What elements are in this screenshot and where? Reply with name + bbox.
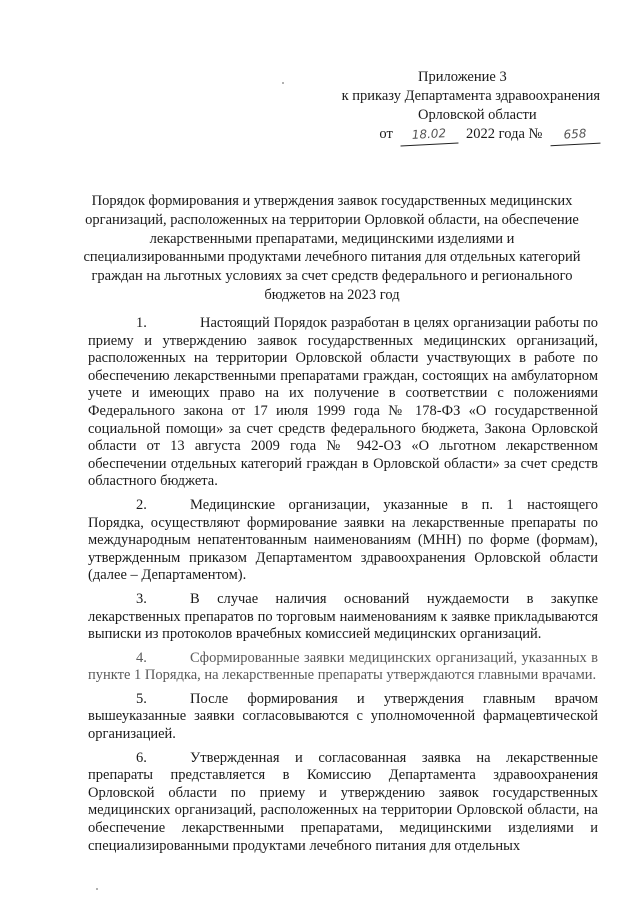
- handwritten-order-number: 658: [550, 124, 601, 147]
- paragraph-text: Сформированные заявки медицинских организаций, указанных в пункте 1 Порядка, на лекарственные препараты утверждаются главными врачами.: [88, 649, 598, 684]
- paragraph-6: [88, 750, 598, 856]
- paragraph-number: 6.: [136, 749, 147, 766]
- date-prefix: от: [379, 126, 393, 142]
- paragraph-number: 3.: [136, 590, 147, 607]
- paragraph-text: В случае наличия оснований нуждаемости в закупке лекарственных препаратов по торговым наименованиям к заявке прикладываются выписки из протоколов врачебных комиссией медицинских организаций.: [88, 590, 598, 643]
- paragraph-5: [88, 691, 598, 744]
- paragraph-number: 4.: [136, 649, 147, 666]
- document-body: [88, 315, 598, 861]
- appendix-region: Орловской области: [418, 107, 537, 123]
- paragraph-3: [88, 591, 598, 644]
- paragraph-text: Утвержденная и согласованная заявка на лекарственные препараты представляется в Комиссию Департамента здравоохранения Орловской области по приему и утверждению заявок государственных медицинских организаций, расположенных на территории Орловской области, на обеспечение лекарственными препаратами, медицинскими изделиями и специализированными продуктами лечебного питания для отдельных: [88, 749, 598, 854]
- appendix-header: [300, 68, 600, 145]
- paragraph-text: Настоящий Порядок разработан в целях организации работы по приему и утверждению заявок государственных медицинских организаций, расположенных на территории Орловской области участвующих в работе по обеспечению лекарственными препаратами граждан, состоящих на амбулаторном учете и имеющих право на их получение в соответствии с положениями Федерального закона от 17 июля 1999 года № 178-ФЗ «О государственной социальной помощи» за счет средств федерального бюджета, Закона Орловской области от 13 августа 2009 года № 942-ОЗ «О льготном лекарственном обеспечении отдельных категорий граждан в Орловской области» за счет средств областного бюджета.: [88, 315, 598, 490]
- paragraph-text: Медицинские организации, указанные в п. 1 настоящего Порядка, осуществляют формирование заявки на лекарственные препараты по международным непатентованным наименованиям (МНН) по форме (формам), утвержденным приказом Департаментом здравоохранения Орловской области (далее – Департаментом).: [88, 496, 598, 584]
- handwritten-date: 18.02: [400, 123, 459, 146]
- scan-speck: [282, 82, 284, 84]
- paragraph-text: После формирования и утверждения главным врачом вышеуказанные заявки согласовываются с уполномоченной фармацевтической организацией.: [88, 690, 598, 743]
- paragraph-number: 1.: [136, 315, 147, 331]
- document-title: Порядок формирования и утверждения заявок государственных медицинских организаций, расположенных на территории Орловкой области, на обеспечение лекарственными препаратами, медицинскими изделиями и специализированными продуктами лечебного питания для отдельных категорий граждан на льготных условиях за счет средств федерального и регионального бюджетов на 2023 год: [83, 193, 581, 303]
- scan-speck: [96, 888, 98, 890]
- paragraph-4: [88, 650, 598, 685]
- appendix-date-line: [300, 125, 600, 145]
- date-suffix: 2022 года №: [466, 126, 543, 142]
- paragraph-number: 5.: [136, 690, 147, 707]
- appendix-order-ref: к приказу Департамента здравоохранения: [341, 88, 600, 104]
- paragraph-2: [88, 497, 598, 585]
- appendix-title: Приложение 3: [418, 69, 507, 85]
- paragraph-1: [88, 315, 598, 491]
- paragraph-number: 2.: [136, 496, 147, 513]
